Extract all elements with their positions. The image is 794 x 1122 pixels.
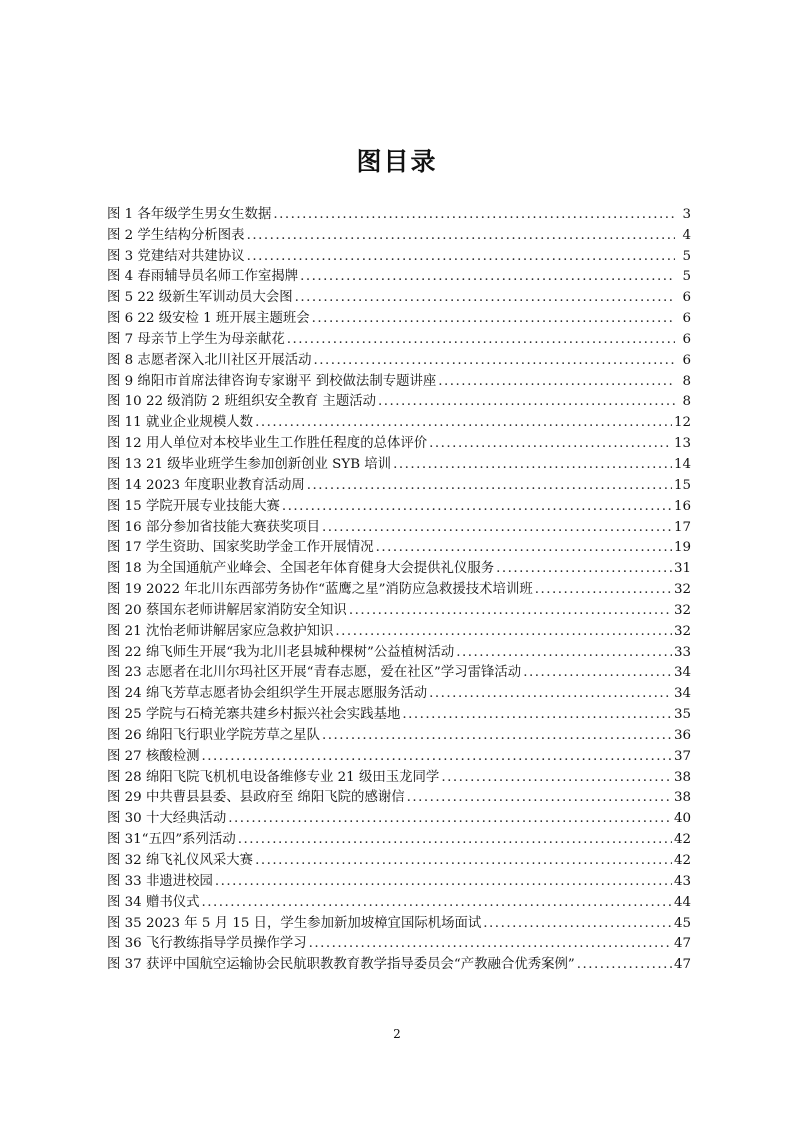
toc-entry[interactable] [107,495,691,516]
toc-entry-page: 33 [673,644,691,660]
toc-entry-page: 8 [682,373,691,389]
toc-entry-label: 图 9 绵阳市首席法律咨询专家谢平 到校做法制专题讲座 [107,373,437,389]
toc-entry-page: 6 [682,311,691,327]
toc-entry-page: 32 [673,602,691,618]
toc-entry-label: 图 29 中共曹县县委、县政府至 绵阳飞院的感谢信 [107,790,405,806]
toc-entry-label: 图 27 核酸检测 [107,748,200,764]
dot-leader [307,477,672,495]
dot-leader [247,227,675,245]
toc-entry[interactable] [107,703,691,724]
toc-entry-page: 6 [682,290,691,306]
toc-entry-label: 图 14 2023 年度职业教育活动周 [107,477,305,493]
dot-leader [429,685,672,703]
toc-entry[interactable] [107,286,691,307]
dot-leader [402,706,672,724]
toc-entry-page: 31 [673,561,691,577]
toc-entry[interactable] [107,224,691,245]
toc-entry-label: 图 34 赠书仪式 [107,894,200,910]
toc-entry[interactable] [107,891,691,912]
toc-entry-page: 47 [673,957,691,973]
toc-entry-page: 42 [673,832,691,848]
toc-entry-page: 37 [673,748,691,764]
dot-leader [309,935,672,953]
dot-leader [300,268,675,286]
toc-entry-label: 图 21 沈怡老师讲解居家应急救护知识 [107,623,334,639]
toc-entry-label: 图 5 22 级新生军训动员大会图 [107,290,293,306]
toc-entry-page: 45 [673,915,691,931]
toc-entry-page: 12 [673,415,691,431]
toc-entry[interactable] [107,849,691,870]
toc-entry-label: 图 13 21 级毕业班学生参加创新创业 SYB 培训 [107,456,392,472]
toc-entry-page: 3 [682,206,691,222]
toc-entry-label: 图 12 用人单位对本校毕业生工作胜任程度的总体评价 [107,436,428,452]
toc-entry[interactable] [107,933,691,954]
toc-entry[interactable] [107,203,691,224]
dot-leader [255,414,672,432]
toc-entry-label: 图 18 为全国通航产业峰会、全国老年体育健身大会提供礼仪服务 [107,561,495,577]
toc-entry-page: 8 [682,394,691,410]
dot-leader [295,289,675,307]
toc-entry-page: 38 [673,790,691,806]
toc-entry-label: 图 33 非遗进校园 [107,873,213,889]
toc-entry[interactable] [107,912,691,933]
toc-entry[interactable] [107,620,691,641]
toc-entry-page: 34 [673,686,691,702]
toc-entry-page: 15 [673,477,691,493]
toc-entry-page: 38 [673,769,691,785]
toc-entry[interactable] [107,766,691,787]
toc-entry-label: 图 36 飞行教练指导学员操作学习 [107,936,307,952]
toc-entry-page: 5 [682,269,691,285]
toc-entry-page: 14 [673,456,691,472]
dot-leader [215,873,672,891]
toc-entry[interactable] [107,807,691,828]
dot-leader [282,498,672,516]
toc-entry-page: 36 [673,727,691,743]
toc-entry-page: 34 [673,665,691,681]
dot-leader [483,915,672,933]
toc-entry-label: 图 4 春雨辅导员名师工作室揭牌 [107,269,299,285]
dot-leader [202,748,672,766]
toc-entry-page: 5 [682,248,691,264]
toc-entry-page: 32 [673,623,691,639]
dot-leader [378,393,675,411]
toc-entry-label: 图 24 绵飞芳草志愿者协会组织学生开展志愿服务活动 [107,686,428,702]
toc-entry-label: 图 10 22 级消防 2 班组织安全教育 主题活动 [107,394,376,410]
dot-leader [314,352,675,370]
dot-leader [335,623,672,641]
toc-entry-label: 图 25 学院与石椅羌寨共建乡村振兴社会实践基地 [107,707,401,723]
toc-entry-page: 4 [682,227,691,243]
toc-entry[interactable] [107,599,691,620]
dot-leader [577,956,672,974]
toc-entry[interactable] [107,682,691,703]
toc-entry[interactable] [107,870,691,891]
toc-entry-label: 图 20 蔡国东老师讲解居家消防安全知识 [107,602,347,618]
toc-entry[interactable] [107,245,691,266]
toc-entry[interactable] [107,537,691,558]
toc-entry[interactable] [107,328,691,349]
dot-leader [496,560,672,578]
figure-list [107,203,691,974]
dot-leader [322,519,672,537]
toc-entry-label: 图 16 部分参加省技能大赛获奖项目 [107,519,321,535]
toc-entry-label: 图 32 绵飞礼仪风采大赛 [107,853,254,868]
toc-entry-label: 图 1 各年级学生男女生数据 [107,206,272,222]
toc-entry[interactable] [107,641,691,662]
dot-leader [393,456,672,474]
toc-entry-page: 13 [673,436,691,452]
dot-leader [535,581,672,599]
toc-entry-label: 图 11 就业企业规模人数 [107,415,254,431]
dot-leader [438,373,675,391]
dot-leader [349,602,672,620]
toc-entry[interactable] [107,411,691,432]
toc-entry-label: 图 19 2022 年北川东西部劳务协作“蓝鹰之星”消防应急救援技术培训班 [107,582,533,598]
toc-entry-page: 6 [682,352,691,368]
toc-entry-label: 图 23 志愿者在北川尔玛社区开展“青春志愿，爱在社区”学习雷锋活动 [107,665,522,681]
toc-entry[interactable] [107,307,691,328]
toc-entry-label: 图 17 学生资助、国家奖助学金工作开展情况 [107,540,374,556]
toc-entry-page: 32 [673,582,691,598]
toc-entry-label: 图 26 绵阳飞行职业学院芳草之星队 [107,727,321,743]
toc-entry-label: 图 28 绵阳飞院飞机机电设备维修专业 21 级田玉龙同学 [107,769,440,785]
toc-entry[interactable] [107,370,691,391]
toc-entry-label: 图 30 十大经典活动 [107,811,227,827]
dot-leader [312,310,675,328]
dot-leader [456,644,672,662]
toc-entry[interactable] [107,453,691,474]
toc-entry-label: 图 37 获评中国航空运输协会民航职教教育教学指导委员会“产教融合优秀案例” [107,957,575,973]
toc-entry-page: 42 [673,853,691,868]
toc-entry[interactable] [107,662,691,683]
toc-entry-page: 47 [673,936,691,952]
toc-entry-page: 17 [673,519,691,535]
dot-leader [441,769,672,787]
toc-entry[interactable] [107,516,691,537]
dot-leader [376,539,672,557]
page-title: 图目录 [356,147,438,176]
toc-entry-page: 44 [673,894,691,910]
toc-entry[interactable] [107,787,691,808]
toc-entry-page: 43 [673,873,691,889]
toc-entry-label: 图 2 学生结构分析图表 [107,227,245,243]
toc-entry-label: 图 22 绵飞师生开展“我为北川老县城种棵树”公益植树活动 [107,644,455,660]
toc-entry-label: 图 15 学院开展专业技能大赛 [107,498,280,514]
dot-leader [322,727,672,745]
toc-entry[interactable] [107,432,691,453]
toc-entry[interactable] [107,266,691,287]
toc-entry-label: 图 6 22 级安检 1 班开展主题班会 [107,311,310,327]
toc-entry[interactable] [107,745,691,766]
toc-entry[interactable] [107,828,691,849]
dot-leader [273,206,675,224]
toc-entry[interactable] [107,557,691,578]
toc-entry[interactable] [107,391,691,412]
toc-entry[interactable] [107,474,691,495]
toc-entry-label: 图 31“五四”系列活动 [107,832,236,848]
dot-leader [202,894,672,912]
toc-entry-label: 图 8 志愿者深入北川社区开展活动 [107,352,312,368]
toc-entry[interactable] [107,953,691,974]
toc-entry[interactable] [107,578,691,599]
toc-entry[interactable] [107,724,691,745]
toc-entry-label: 图 3 党建结对共建协议 [107,248,245,264]
toc-entry-label: 图 7 母亲节上学生为母亲献花 [107,331,285,347]
toc-entry-page: 6 [682,331,691,347]
dot-leader [407,789,672,807]
dot-leader [255,852,672,870]
toc-entry-page: 40 [673,811,691,827]
toc-entry[interactable] [107,349,691,370]
toc-entry-page: 16 [673,498,691,514]
toc-entry-page: 35 [673,707,691,723]
toc-entry-label: 图 35 2023 年 5 月 15 日，学生参加新加坡樟宜国际机场面试 [107,915,482,931]
dot-leader [238,831,672,849]
dot-leader [429,435,672,453]
dot-leader [247,248,675,266]
toc-entry-page: 19 [673,540,691,556]
dot-leader [523,664,672,682]
page-number: 2 [393,1027,401,1041]
dot-leader [287,331,675,349]
dot-leader [228,810,672,828]
